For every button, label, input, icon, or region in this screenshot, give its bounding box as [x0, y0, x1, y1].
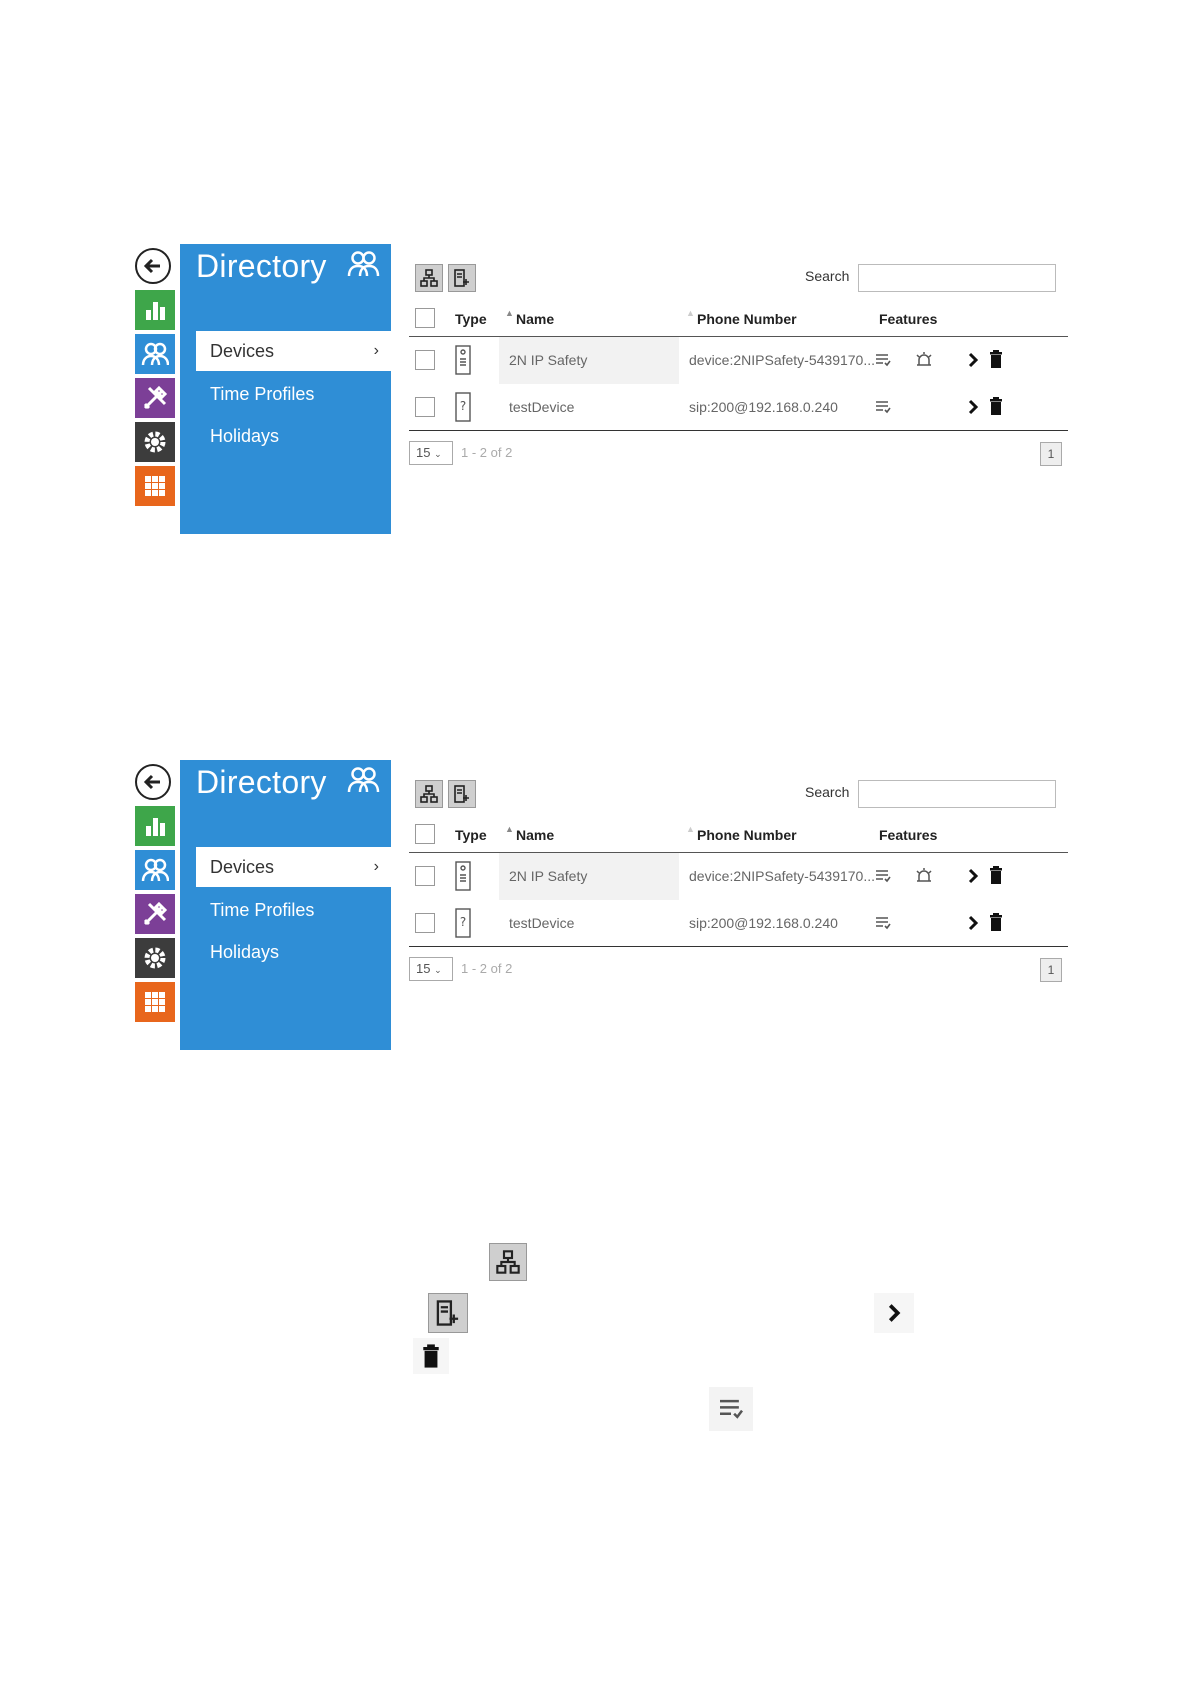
- pagination-info: 1 - 2 of 2: [461, 445, 513, 460]
- back-button[interactable]: [135, 248, 171, 284]
- devices-table-area: [409, 760, 1068, 1055]
- sidebar-item-label: Devices: [210, 341, 275, 361]
- siren-icon: [915, 351, 933, 367]
- network-icon: [420, 269, 438, 287]
- hardware-nav-button[interactable]: [135, 894, 175, 934]
- sort-asc-icon: ▲: [505, 308, 514, 318]
- system-nav-button[interactable]: [135, 938, 175, 978]
- table-header: [409, 818, 1068, 853]
- device-name: testDevice: [509, 915, 575, 931]
- column-header-features: Features: [879, 827, 938, 843]
- users-icon: [141, 856, 169, 884]
- unknown-device-icon: [455, 392, 471, 422]
- unknown-device-icon: [455, 908, 471, 938]
- add-device-button[interactable]: [428, 1293, 468, 1333]
- add-device-icon: [453, 269, 471, 287]
- column-header-features: Features: [879, 311, 938, 327]
- intercom-icon: [455, 861, 471, 891]
- table-row[interactable]: [409, 337, 1068, 384]
- siren-icon: [915, 867, 933, 883]
- directory-nav-button[interactable]: [135, 334, 175, 374]
- add-device-button[interactable]: [448, 264, 476, 292]
- search-input[interactable]: [858, 780, 1056, 808]
- sidebar-item-time-profiles[interactable]: [196, 374, 391, 414]
- list-check-icon: [875, 916, 891, 930]
- page-size-select[interactable]: [409, 957, 453, 981]
- arrow-left-icon: [142, 255, 164, 277]
- row-checkbox[interactable]: [415, 350, 435, 370]
- chevron-right-icon[interactable]: [967, 868, 979, 884]
- select-all-checkbox[interactable]: [415, 824, 435, 844]
- list-check-icon: [875, 869, 891, 883]
- svg-text:?: ?: [459, 399, 467, 413]
- device-phone: sip:200@192.168.0.240: [689, 399, 838, 415]
- users-icon: [347, 766, 381, 799]
- sidebar-item-label: Holidays: [210, 942, 280, 962]
- delete-button[interactable]: [413, 1338, 449, 1374]
- page-title: Directory: [196, 764, 327, 800]
- page-button[interactable]: 1: [1040, 442, 1062, 466]
- table-header: [409, 302, 1068, 337]
- device-phone: sip:200@192.168.0.240: [689, 915, 838, 931]
- arrow-left-icon: [142, 771, 164, 793]
- devices-table-area: [409, 244, 1068, 539]
- sidebar-item-label: Holidays: [210, 426, 280, 446]
- network-icon: [496, 1250, 520, 1274]
- back-button[interactable]: [135, 764, 171, 800]
- page-size-value: 15: [416, 961, 431, 976]
- chevron-right-icon: ›: [373, 342, 379, 359]
- page-size-value: 15: [416, 445, 431, 460]
- directory-screenshot-2: [133, 760, 1068, 1055]
- network-icon: [420, 785, 438, 803]
- search-label: Search: [805, 784, 850, 800]
- add-device-icon: [435, 1300, 461, 1326]
- column-header-name[interactable]: Name: [516, 827, 555, 843]
- sidebar-item-time-profiles[interactable]: [196, 890, 391, 930]
- services-nav-button[interactable]: [135, 982, 175, 1022]
- network-search-button[interactable]: [415, 264, 443, 292]
- intercom-icon: [455, 345, 471, 375]
- directory-panel: [180, 760, 391, 1050]
- column-header-type[interactable]: Type: [455, 311, 487, 327]
- pagination-info: 1 - 2 of 2: [461, 961, 513, 976]
- chevron-down-icon: ⌄: [434, 965, 442, 975]
- sidebar-item-label: Time Profiles: [210, 384, 315, 404]
- list-check-icon: [875, 353, 891, 367]
- users-icon: [347, 250, 381, 283]
- network-search-button[interactable]: [415, 780, 443, 808]
- tools-icon: [141, 384, 169, 412]
- device-name: 2N IP Safety: [509, 868, 588, 884]
- trash-icon[interactable]: [989, 913, 1003, 931]
- page-title: Directory: [196, 248, 327, 284]
- chart-icon: [141, 812, 169, 840]
- row-checkbox[interactable]: [415, 866, 435, 886]
- column-header-type[interactable]: Type: [455, 827, 487, 843]
- network-search-button[interactable]: [489, 1243, 527, 1281]
- status-nav-button[interactable]: [135, 806, 175, 846]
- device-name: testDevice: [509, 399, 575, 415]
- gear-icon: [141, 428, 169, 456]
- status-nav-button[interactable]: [135, 290, 175, 330]
- sidebar-item-devices[interactable]: [196, 331, 391, 371]
- page-button[interactable]: 1: [1040, 958, 1062, 982]
- select-all-checkbox[interactable]: [415, 308, 435, 328]
- chevron-right-icon[interactable]: [967, 399, 979, 415]
- search-input[interactable]: [858, 264, 1056, 292]
- sort-icon: ▲: [686, 308, 695, 318]
- device-phone: device:2NIPSafety-5439170...: [689, 868, 876, 884]
- sidebar-item-holidays[interactable]: [196, 932, 391, 972]
- trash-icon[interactable]: [989, 866, 1003, 884]
- device-phone: device:2NIPSafety-5439170...: [689, 352, 876, 368]
- chart-icon: [141, 296, 169, 324]
- system-nav-button[interactable]: [135, 422, 175, 462]
- features-icon-legend: [709, 1387, 753, 1431]
- sidebar-item-devices[interactable]: [196, 847, 391, 887]
- chevron-right-button[interactable]: [874, 1293, 914, 1333]
- device-name: 2N IP Safety: [509, 352, 588, 368]
- directory-panel: [180, 244, 391, 534]
- users-icon: [141, 340, 169, 368]
- trash-icon: [422, 1344, 440, 1368]
- list-check-icon: [875, 400, 891, 414]
- add-device-icon: [453, 785, 471, 803]
- sidebar-item-label: Time Profiles: [210, 900, 315, 920]
- services-nav-button[interactable]: [135, 466, 175, 506]
- trash-icon[interactable]: [989, 350, 1003, 368]
- row-checkbox[interactable]: [415, 397, 435, 417]
- trash-icon[interactable]: [989, 397, 1003, 415]
- svg-text:?: ?: [459, 915, 467, 929]
- chevron-down-icon: ⌄: [434, 449, 442, 459]
- column-header-phone-number[interactable]: Phone Number: [697, 311, 797, 327]
- grid-icon: [141, 472, 169, 500]
- hardware-nav-button[interactable]: [135, 378, 175, 418]
- grid-icon: [141, 988, 169, 1016]
- chevron-right-icon[interactable]: [967, 915, 979, 931]
- column-header-name[interactable]: Name: [516, 311, 555, 327]
- sidebar-item-label: Devices: [210, 857, 275, 877]
- tools-icon: [141, 900, 169, 928]
- table-row[interactable]: [409, 853, 1068, 900]
- table-row[interactable]: [409, 900, 1068, 947]
- column-header-phone-number[interactable]: Phone Number: [697, 827, 797, 843]
- chevron-right-icon[interactable]: [967, 352, 979, 368]
- sort-icon: ▲: [686, 824, 695, 834]
- chevron-right-icon: ›: [373, 858, 379, 875]
- sort-asc-icon: ▲: [505, 824, 514, 834]
- gear-icon: [141, 944, 169, 972]
- directory-nav-button[interactable]: [135, 850, 175, 890]
- page-size-select[interactable]: [409, 441, 453, 465]
- chevron-right-icon: [886, 1303, 902, 1323]
- table-row[interactable]: [409, 384, 1068, 431]
- list-check-icon: [718, 1398, 744, 1420]
- add-device-button[interactable]: [448, 780, 476, 808]
- search-label: Search: [805, 268, 850, 284]
- row-checkbox[interactable]: [415, 913, 435, 933]
- sidebar-item-holidays[interactable]: [196, 416, 391, 456]
- directory-screenshot-1: [133, 244, 1068, 539]
